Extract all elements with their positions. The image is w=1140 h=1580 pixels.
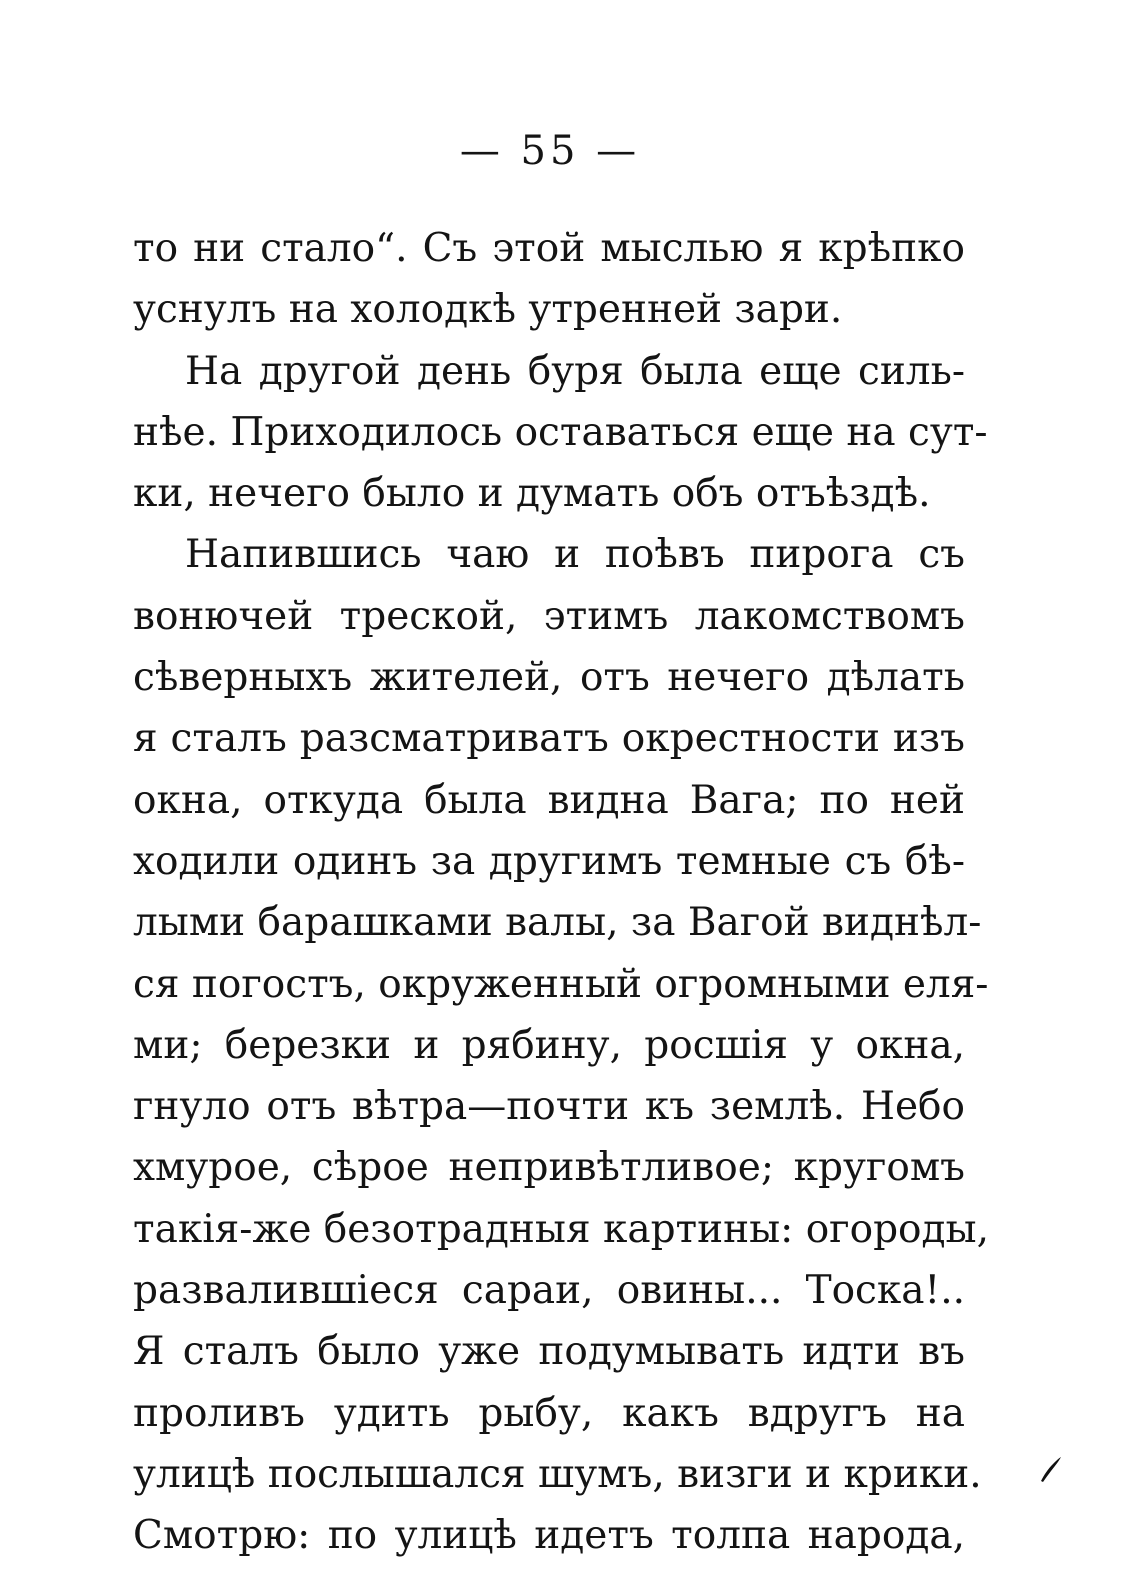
text-line: Смотрю: по улицѣ идетъ толпа народа,: [133, 1513, 965, 1559]
text-line: лыми барашками валы, за Вагой виднѣл-: [133, 900, 982, 946]
text-line: нѣе. Приходилось оставаться еще на сут-: [133, 409, 988, 455]
text-line: ки, нечего было и думать объ отъѣздѣ.: [133, 471, 931, 517]
text-line: сѣверныхъ жителей, отъ нечего дѣлать: [133, 655, 965, 701]
text-line: такія-же безотрадныя картины: огороды,: [133, 1206, 989, 1252]
text-line: окна, откуда была видна Вага; по ней: [133, 777, 965, 823]
text-line: ся погостъ, окруженный огромными еля-: [133, 961, 989, 1007]
text-line: я сталъ разсматриватъ окрестности изъ: [133, 716, 965, 762]
text-line: Напившись чаю и поѣвъ пирога съ: [185, 532, 965, 578]
text-line: уснулъ на холодкѣ утренней зари.: [133, 287, 843, 333]
text-line: хмурое, сѣрое непривѣтливое; кругомъ: [133, 1145, 965, 1191]
text-line: проливъ удить рыбу, какъ вдругъ на: [133, 1390, 965, 1436]
text-line: улицѣ послышался шумъ, визги и крики.: [133, 1451, 982, 1497]
text-line: то ни стало“. Съ этой мыслью я крѣпко: [133, 226, 965, 271]
text-line: ходили одинъ за другимъ темные съ бѣ-: [133, 838, 965, 884]
page-number: — 55 —: [459, 128, 641, 174]
text-line: На другой день буря была еще силь-: [185, 348, 965, 394]
text-line: вонючей трескoй, этимъ лакомствомъ: [133, 593, 965, 639]
body-text: [133, 218, 989, 1567]
text-line: гнуло отъ вѣтра—почти къ землѣ. Небо: [133, 1084, 965, 1130]
text-line: ми; березки и рябину, росшія у окна,: [133, 1022, 965, 1068]
text-line: развалившіеся сараи, овины... Тоска!..: [133, 1268, 965, 1314]
ink-blot-mark: [1038, 1455, 1062, 1483]
text-line: Я сталъ было уже подумывать идти въ: [133, 1329, 965, 1375]
